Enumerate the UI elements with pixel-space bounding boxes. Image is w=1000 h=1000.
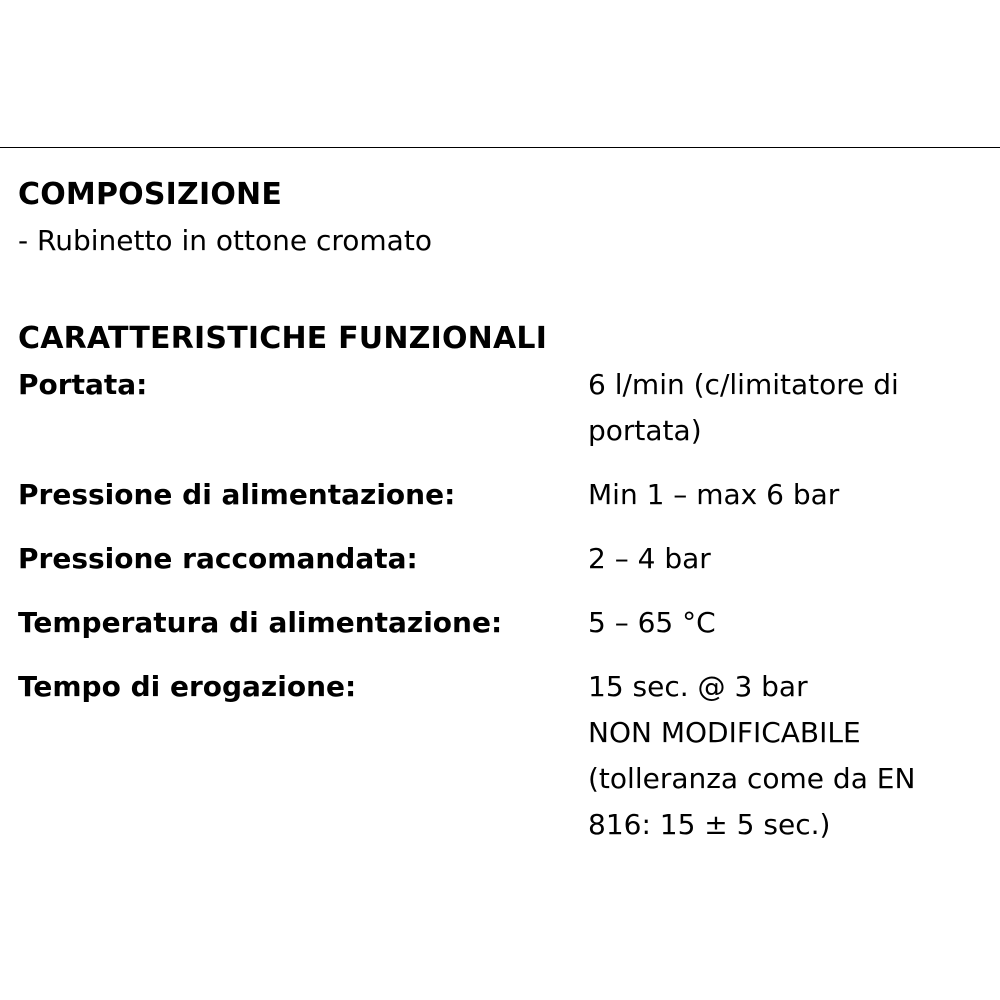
spec-value-line: 15 sec. @ 3 bar — [588, 670, 808, 703]
spec-label: Portata: — [18, 368, 148, 401]
features-heading: CARATTERISTICHE FUNZIONALI — [18, 321, 548, 356]
spec-value — [588, 536, 988, 582]
spec-value-line: NON MODIFICABILE — [588, 716, 861, 749]
spec-row-dispensing-time — [18, 664, 988, 848]
spec-label: Tempo di erogazione: — [18, 670, 357, 703]
spec-value-line: 6 l/min (c/limitatore di — [588, 368, 899, 401]
spec-value — [588, 472, 988, 518]
spec-value-line: Min 1 – max 6 bar — [588, 478, 840, 511]
spec-value-line: 5 – 65 °C — [588, 606, 716, 639]
spec-label: Temperatura di alimentazione: — [18, 606, 503, 639]
top-divider — [0, 147, 1000, 148]
spec-value-line: 816: 15 ± 5 sec.) — [588, 808, 831, 841]
spec-value — [588, 600, 988, 646]
spec-row-supply-pressure — [18, 472, 988, 518]
spec-label: Pressione di alimentazione: — [18, 478, 456, 511]
spec-value-line: (tolleranza come da EN — [588, 762, 916, 795]
composition-item: - Rubinetto in ottone cromato — [18, 224, 432, 257]
spec-value — [588, 362, 988, 454]
spec-sheet — [18, 172, 988, 848]
spec-value-line: 2 – 4 bar — [588, 542, 711, 575]
spec-row-recommended-pressure — [18, 536, 988, 582]
spec-value-line: portata) — [588, 414, 702, 447]
spec-label: Pressione raccomandata: — [18, 542, 418, 575]
spec-value — [588, 664, 988, 848]
spec-row-supply-temperature — [18, 600, 988, 646]
composition-heading: COMPOSIZIONE — [18, 177, 283, 212]
spec-row-flow — [18, 362, 988, 454]
